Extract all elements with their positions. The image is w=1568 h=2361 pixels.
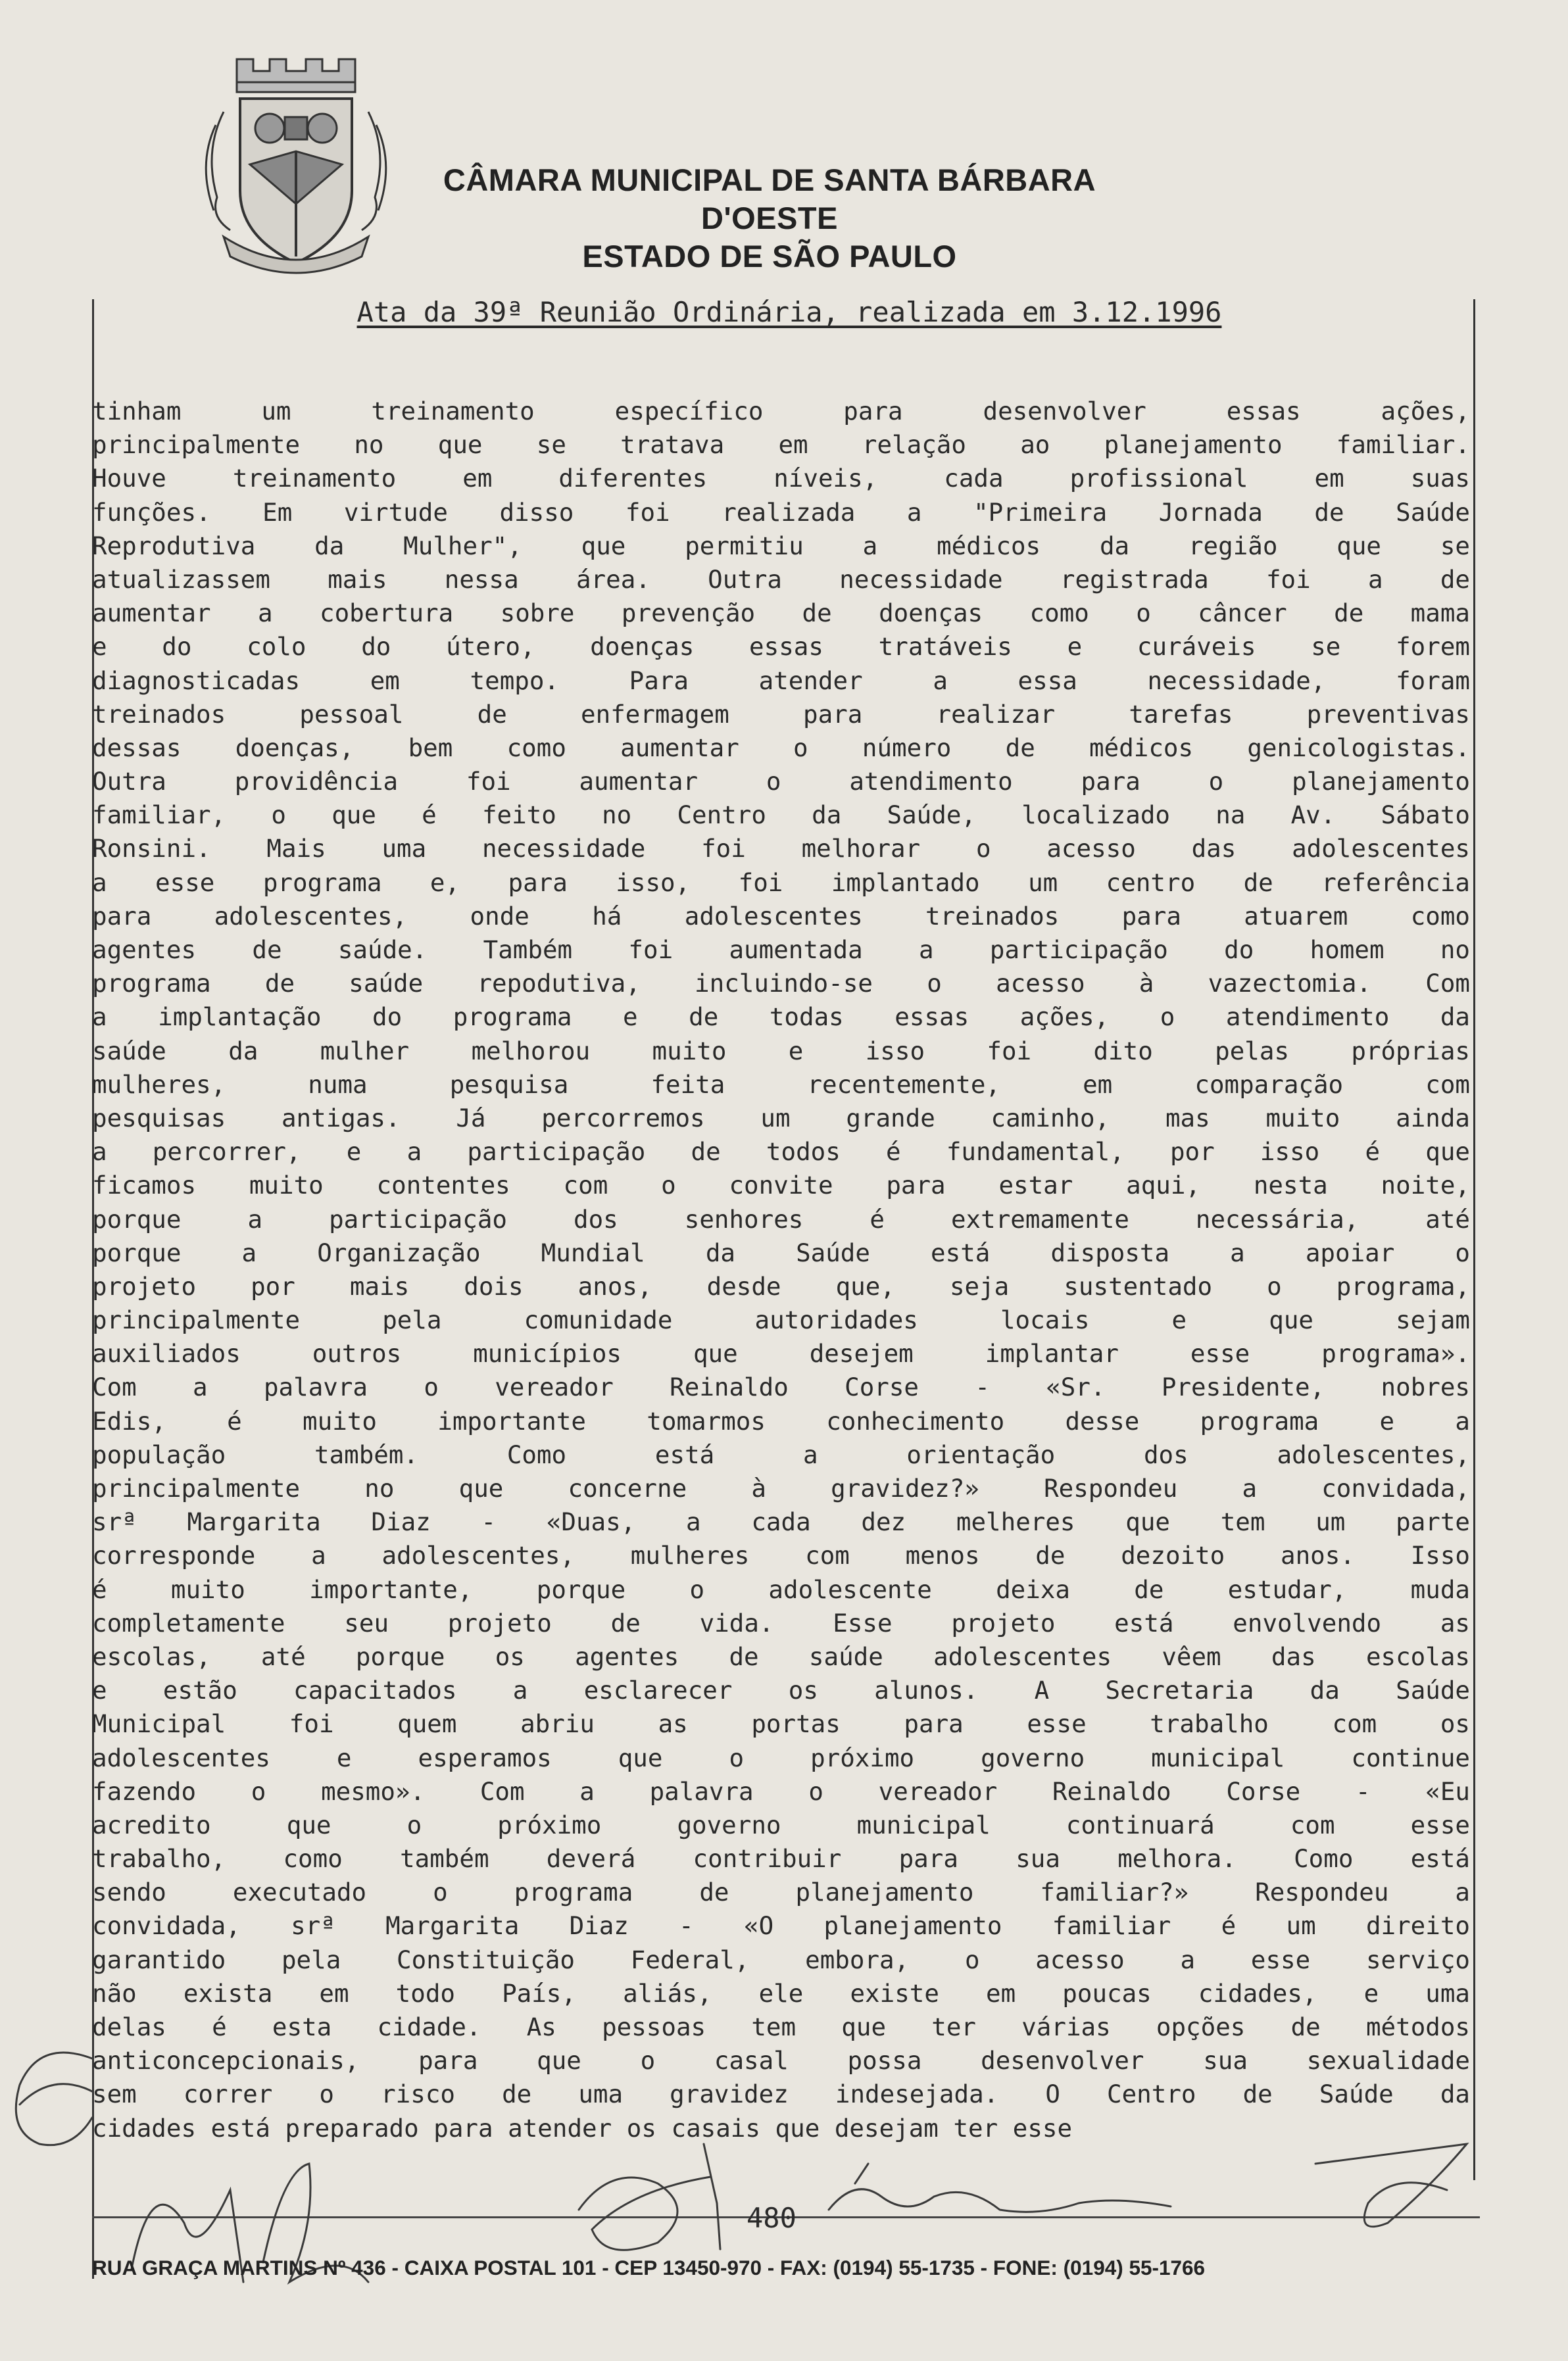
body-line: Edis, é muito importante tomarmos conhecimento desse programa e a <box>92 1406 1470 1436</box>
body-line: a implantação do programa e de todas essas ações, o atendimento da <box>92 1002 1470 1032</box>
body-line: Com a palavra o vereador Reinaldo Corse - «Sr. Presidente, nobres <box>92 1373 1470 1402</box>
body-line: auxiliados outros municípios que desejem implantar esse programa». <box>92 1339 1470 1369</box>
body-line: porque a Organização Mundial da Saúde está disposta a apoiar o <box>92 1238 1470 1267</box>
body-line: srª Margarita Diaz - «Duas, a cada dez melheres que tem um parte <box>92 1507 1470 1537</box>
body-line: e estão capacitados a esclarecer os alunos. A Secretaria da Saúde <box>92 1676 1470 1705</box>
body-line: a esse programa e, para isso, foi implantado um centro de referência <box>92 867 1470 897</box>
body-line: para adolescentes, onde há adolescentes treinados para atuarem como <box>92 901 1470 931</box>
body-line: Outra providência foi aumentar o atendimento para o planejamento <box>92 767 1470 796</box>
body-line: Municipal foi quem abriu as portas para esse trabalho com os <box>92 1709 1470 1739</box>
body-line: mulheres, numa pesquisa feita recentemente, em comparação com <box>92 1069 1470 1099</box>
body-line: agentes de saúde. Também foi aumentada a participação do homem no <box>92 935 1470 964</box>
body-line: projeto por mais dois anos, desde que, seja sustentado o programa, <box>92 1271 1470 1301</box>
document-title: Ata da 39ª Reunião Ordinária, realizada em 3.12.1996 <box>356 296 1222 328</box>
body-line: não exista em todo País, aliás, ele existe em poucas cidades, e uma <box>92 1978 1470 2008</box>
body-line: trabalho, como também deverá contribuir para sua melhora. Como está <box>92 1844 1470 1874</box>
body-line: atualizassem mais nessa área. Outra necessidade registrada foi a de <box>92 564 1470 594</box>
body-line: e do colo do útero, doenças essas tratáveis e curáveis se forem <box>92 632 1470 662</box>
body-line: funções. Em virtude disso foi realizada a "Primeira Jornada de Saúde <box>92 497 1470 527</box>
body-line: adolescentes e esperamos que o próximo governo municipal continue <box>92 1743 1470 1772</box>
body-line: Houve treinamento em diferentes níveis, cada profissional em suas <box>92 464 1470 493</box>
body-line: familiar, o que é feito no Centro da Saúde, localizado na Av. Sábato <box>92 800 1470 830</box>
body-line: pesquisas antigas. Já percorremos um grande caminho, mas muito ainda <box>92 1103 1470 1132</box>
body-line: ficamos muito contentes com o convite para estar aqui, nesta noite, <box>92 1171 1470 1200</box>
body-line: saúde da mulher melhorou muito e isso foi dito pelas próprias <box>92 1036 1470 1065</box>
body-line: garantido pela Constituição Federal, embora, o acesso a esse serviço <box>92 1945 1470 1974</box>
body-line: sendo executado o programa de planejamento familiar?» Respondeu a <box>92 1878 1470 1907</box>
body-line: cidades está preparado para atender os casais que desejam ter esse <box>92 2113 1073 2143</box>
body-line: fazendo o mesmo». Com a palavra o vereador Reinaldo Corse - «Eu <box>92 1776 1470 1806</box>
body-line: treinados pessoal de enfermagem para realizar tarefas preventivas <box>92 699 1470 729</box>
minutes-body <box>92 395 1470 2145</box>
institution-name: CÂMARA MUNICIPAL DE SANTA BÁRBARA D'OESTE <box>443 162 1096 235</box>
body-line: porque a participação dos senhores é extremamente necessária, até <box>92 1204 1470 1234</box>
frame-right-border <box>1473 299 1475 2180</box>
body-line: convidada, srª Margarita Diaz - «O planejamento familiar é um direito <box>92 1911 1470 1941</box>
body-line: anticoncepcionais, para que o casal possa desenvolver sua sexualidade <box>92 2046 1470 2076</box>
body-line: principalmente no que se tratava em relação ao planejamento familiar. <box>92 430 1470 460</box>
body-line: acredito que o próximo governo municipal continuará com esse <box>92 1810 1470 1839</box>
body-line: Reprodutiva da Mulher", que permitiu a médicos da região que se <box>92 531 1470 560</box>
body-line: dessas doenças, bem como aumentar o número de médicos genicologistas. <box>92 733 1470 762</box>
body-line: diagnosticadas em tempo. Para atender a essa necessidade, foram <box>92 666 1470 695</box>
body-line: escolas, até porque os agentes de saúde adolescentes vêem das escolas <box>92 1642 1470 1671</box>
state-name: ESTADO DE SÃO PAULO <box>582 239 957 274</box>
body-line: aumentar a cobertura sobre prevenção de doenças como o câncer de mama <box>92 598 1470 628</box>
body-line: programa de saúde repodutiva, incluindo-se o acesso à vazectomia. Com <box>92 969 1470 998</box>
body-line: principalmente pela comunidade autoridades locais e que sejam <box>92 1305 1470 1335</box>
body-line: completamente seu projeto de vida. Esse projeto está envolvendo as <box>92 1608 1470 1638</box>
letterhead <box>421 161 1118 276</box>
body-line: principalmente no que concerne à gravidez?» Respondeu a convidada, <box>92 1474 1470 1503</box>
body-line: corresponde a adolescentes, mulheres com menos de dezoito anos. Isso <box>92 1541 1470 1570</box>
coat-of-arms-icon <box>197 46 395 289</box>
body-line: tinham um treinamento específico para desenvolver essas ações, <box>92 397 1470 426</box>
page-number: 480 <box>747 2202 796 2234</box>
body-line: Ronsini. Mais uma necessidade foi melhorar o acesso das adolescentes <box>92 834 1470 864</box>
body-line: população também. Como está a orientação dos adolescentes, <box>92 1440 1470 1469</box>
body-line: é muito importante, porque o adolescente deixa de estudar, muda <box>92 1574 1470 1604</box>
body-line: a percorrer, e a participação de todos é fundamental, por isso é que <box>92 1137 1470 1167</box>
body-line: sem correr o risco de uma gravidez indesejada. O Centro de Saúde da <box>92 2080 1470 2109</box>
footer-address: RUA GRAÇA MARTINS Nº 436 - CAIXA POSTAL 101 - CEP 13450-970 - FAX: (0194) 55-1735 - FONE: (0194) 55-1766 <box>92 2256 1206 2279</box>
body-line: delas é esta cidade. As pessoas tem que ter várias opções de métodos <box>92 2012 1470 2041</box>
